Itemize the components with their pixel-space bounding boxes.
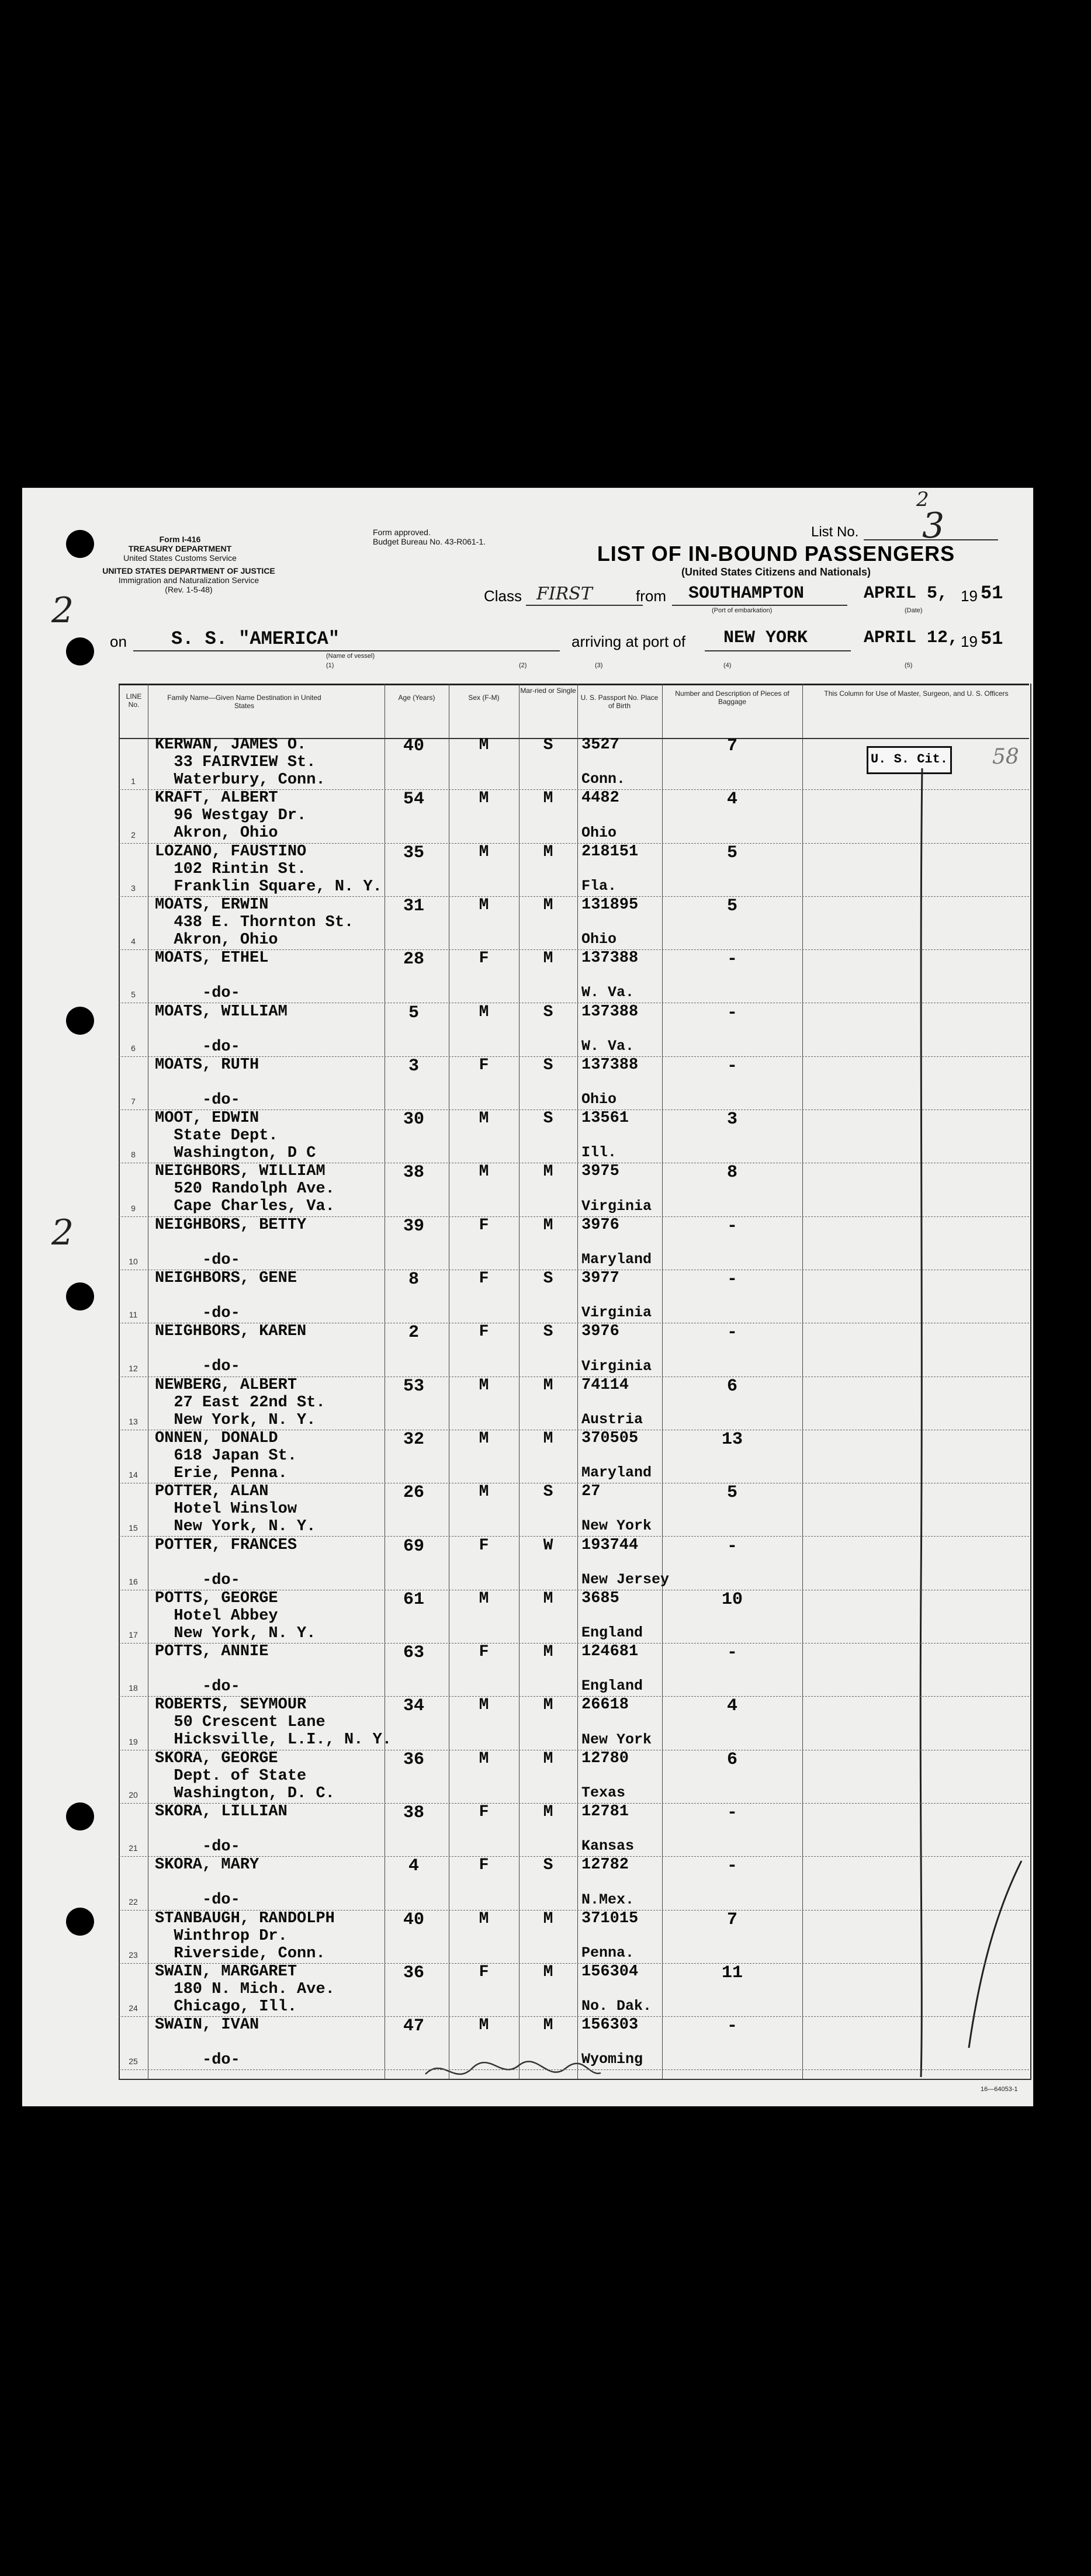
baggage-count: - bbox=[726, 1536, 737, 1556]
passenger-age: 38 bbox=[403, 1803, 424, 1823]
baggage-count: - bbox=[726, 2016, 737, 2037]
baggage-count: - bbox=[726, 1323, 737, 1343]
baggage-count: 3 bbox=[726, 1110, 737, 1130]
embark-year-prefix: 19 bbox=[961, 587, 978, 605]
passenger-name: KRAFT, ALBERT 96 Westgay Dr. Akron, Ohio bbox=[155, 789, 307, 843]
passenger-name: LOZANO, FAUSTINO 102 Rintin St. Franklin Square, N. Y. bbox=[155, 843, 382, 896]
embark-label: (Port of embarkation) bbox=[712, 607, 773, 614]
baggage-count: - bbox=[726, 949, 737, 970]
passenger-marital: M bbox=[543, 843, 553, 861]
passport-number: 3685 bbox=[581, 1589, 619, 1607]
vessel-label: (Name of vessel) bbox=[326, 653, 375, 660]
table-row bbox=[119, 1430, 1029, 1483]
embark-year: 51 bbox=[981, 583, 1003, 604]
passenger-age: 4 bbox=[408, 1856, 419, 1877]
place-of-birth: Conn. bbox=[581, 771, 626, 788]
line-number: 11 bbox=[129, 1310, 138, 1320]
baggage-count: 10 bbox=[721, 1589, 743, 1610]
line-number: 21 bbox=[129, 1843, 138, 1853]
passport-number: 131895 bbox=[581, 896, 639, 914]
on-label: on bbox=[110, 633, 127, 650]
passport-number: 4482 bbox=[581, 789, 619, 807]
baggage-count: - bbox=[726, 1856, 737, 1877]
passenger-age: 39 bbox=[403, 1216, 424, 1236]
passenger-name: STANBAUGH, RANDOLPH Winthrop Dr. Riverside, Conn. bbox=[155, 1909, 335, 1963]
table-row bbox=[119, 1643, 1029, 1697]
passport-number: 12782 bbox=[581, 1856, 629, 1874]
budget-bureau: Budget Bureau No. 43-R061-1. bbox=[373, 537, 486, 547]
table-row bbox=[119, 1056, 1029, 1110]
table-row bbox=[119, 1856, 1029, 1910]
line-number: 7 bbox=[131, 1097, 136, 1107]
table-row bbox=[119, 1803, 1029, 1857]
arrival-year-prefix: 19 bbox=[961, 633, 978, 650]
passenger-name: MOATS, RUTH -do- bbox=[155, 1056, 259, 1109]
table-row bbox=[119, 2016, 1029, 2070]
passenger-marital: W bbox=[543, 1536, 553, 1555]
table-row bbox=[119, 1003, 1029, 1057]
passport-number: 137388 bbox=[581, 949, 639, 968]
baggage-count: 11 bbox=[721, 1963, 743, 1983]
from-label: from bbox=[636, 587, 666, 605]
arrival-year: 51 bbox=[981, 628, 1003, 650]
ins-service: Immigration and Naturalization Service bbox=[118, 575, 259, 585]
place-of-birth: Wyoming bbox=[581, 2051, 643, 2068]
baggage-count: 4 bbox=[726, 1696, 737, 1717]
passenger-sex: M bbox=[479, 1003, 489, 1021]
place-of-birth: Virginia bbox=[581, 1357, 652, 1375]
passenger-sex: F bbox=[479, 1856, 489, 1875]
passenger-sex: F bbox=[479, 1323, 489, 1341]
table-row bbox=[119, 1696, 1029, 1750]
passenger-marital: S bbox=[543, 1056, 553, 1074]
table-row bbox=[119, 1590, 1029, 1644]
table-row bbox=[119, 843, 1029, 897]
passenger-name: MOOT, EDWIN State Dept. Washington, D C bbox=[155, 1110, 316, 1163]
margin-mark: 2 bbox=[51, 590, 74, 631]
table-row bbox=[119, 1216, 1029, 1270]
embark-date: APRIL 5, bbox=[864, 584, 948, 604]
header-officers: This Column for Use of Master, Surgeon, and U. S. Officers bbox=[824, 689, 1009, 698]
passenger-age: 38 bbox=[403, 1163, 424, 1183]
passenger-age: 32 bbox=[403, 1429, 424, 1450]
passport-number: 12781 bbox=[581, 1803, 629, 1821]
passport-number: 3976 bbox=[581, 1216, 619, 1234]
place-of-birth: New York bbox=[581, 1517, 652, 1535]
form-approved: Form approved. bbox=[373, 528, 431, 537]
passport-number: 3977 bbox=[581, 1270, 619, 1287]
passenger-sex: F bbox=[479, 1216, 489, 1235]
baggage-count: - bbox=[726, 1056, 737, 1076]
passenger-marital: M bbox=[543, 789, 553, 808]
passenger-marital: M bbox=[543, 1643, 553, 1662]
passenger-marital: M bbox=[543, 2016, 553, 2035]
passport-number: 137388 bbox=[581, 1056, 639, 1074]
page-title: LIST OF IN-BOUND PASSENGERS bbox=[597, 542, 955, 566]
place-of-birth: Ohio bbox=[581, 824, 617, 841]
passenger-name: POTTER, ALAN Hotel Winslow New York, N. Y. bbox=[155, 1483, 316, 1536]
passenger-name: MOATS, WILLIAM -do- bbox=[155, 1003, 288, 1056]
place-of-birth: Ohio bbox=[581, 931, 617, 948]
passenger-sex: M bbox=[479, 1483, 489, 1502]
line-number: 6 bbox=[131, 1043, 136, 1053]
passenger-name: NEIGHBORS, WILLIAM 520 Randolph Ave. Cape Charles, Va. bbox=[155, 1163, 335, 1216]
passenger-table bbox=[22, 488, 1033, 2106]
list-no-value: 3 bbox=[922, 505, 945, 546]
line-number: 12 bbox=[129, 1363, 138, 1373]
col-num-1: (1) bbox=[326, 662, 334, 669]
date-label: (Date) bbox=[905, 607, 923, 614]
line-number: 23 bbox=[129, 1950, 138, 1960]
class-value: FIRST bbox=[536, 584, 593, 604]
line-number: 2 bbox=[131, 830, 136, 840]
table-row bbox=[119, 789, 1029, 843]
passenger-sex: M bbox=[479, 843, 489, 861]
place-of-birth: W. Va. bbox=[581, 1037, 635, 1055]
passport-number: 3975 bbox=[581, 1163, 619, 1181]
place-of-birth: Fla. bbox=[581, 877, 617, 895]
passenger-age: 53 bbox=[403, 1376, 424, 1396]
line-number: 22 bbox=[129, 1897, 138, 1906]
passenger-sex: M bbox=[479, 1163, 489, 1181]
passport-number: 371015 bbox=[581, 1909, 639, 1927]
passenger-age: 36 bbox=[403, 1963, 424, 1983]
list-no-small: 2 bbox=[916, 488, 929, 511]
passenger-sex: M bbox=[479, 1749, 489, 1768]
passenger-sex: F bbox=[479, 1536, 489, 1555]
table-row bbox=[119, 896, 1029, 950]
justice-dept: UNITED STATES DEPARTMENT OF JUSTICE bbox=[102, 566, 275, 575]
table-row bbox=[119, 1323, 1029, 1377]
passenger-sex: M bbox=[479, 1589, 489, 1608]
baggage-count: - bbox=[726, 1803, 737, 1823]
passenger-marital: M bbox=[543, 1376, 553, 1395]
baggage-count: 8 bbox=[726, 1163, 737, 1183]
table-row bbox=[119, 1750, 1029, 1804]
table-row bbox=[119, 1910, 1029, 1964]
line-number: 20 bbox=[129, 1790, 138, 1800]
passenger-age: 34 bbox=[403, 1696, 424, 1717]
passenger-sex: M bbox=[479, 736, 489, 754]
passport-number: 193744 bbox=[581, 1536, 639, 1554]
place-of-birth: Ill. bbox=[581, 1144, 617, 1162]
place-of-birth: Austria bbox=[581, 1410, 643, 1428]
line-number: 14 bbox=[129, 1470, 138, 1480]
passenger-marital: M bbox=[543, 896, 553, 914]
passenger-marital: S bbox=[543, 1323, 553, 1341]
stamp-note: 58 bbox=[992, 745, 1019, 769]
passenger-age: 36 bbox=[403, 1749, 424, 1770]
passenger-age: 40 bbox=[403, 1909, 424, 1930]
baggage-count: 5 bbox=[726, 843, 737, 863]
passport-number: 124681 bbox=[581, 1643, 639, 1661]
baggage-count: - bbox=[726, 1216, 737, 1236]
place-of-birth: New York bbox=[581, 1731, 652, 1748]
baggage-count: 5 bbox=[726, 896, 737, 916]
passenger-age: 61 bbox=[403, 1589, 424, 1610]
customs-service: United States Customs Service bbox=[123, 553, 237, 563]
margin-mark: 2 bbox=[51, 1212, 74, 1253]
passenger-age: 40 bbox=[403, 736, 424, 756]
passport-number: 3976 bbox=[581, 1323, 619, 1341]
baggage-count: 4 bbox=[726, 789, 737, 810]
passenger-marital: S bbox=[543, 736, 553, 754]
place-of-birth: Penna. bbox=[581, 1944, 635, 1961]
passport-number: 218151 bbox=[581, 843, 639, 861]
place-of-birth: New Jersey bbox=[581, 1570, 670, 1588]
arriving-label: arriving at port of bbox=[572, 633, 686, 650]
line-number: 19 bbox=[129, 1736, 138, 1746]
class-label: Class bbox=[484, 587, 522, 605]
passenger-name: KERWAN, JAMES O. 33 FAIRVIEW St. Waterbury, Conn. bbox=[155, 736, 325, 789]
baggage-count: - bbox=[726, 1003, 737, 1023]
place-of-birth: Ohio bbox=[581, 1091, 617, 1108]
table-row bbox=[119, 736, 1029, 790]
passenger-sex: M bbox=[479, 1376, 489, 1395]
passport-number: 156303 bbox=[581, 2016, 639, 2034]
place-of-birth: England bbox=[581, 1677, 643, 1695]
baggage-count: 6 bbox=[726, 1749, 737, 1770]
header-passport: U. S. Passport No. Place of Birth bbox=[580, 694, 659, 710]
passenger-age: 31 bbox=[403, 896, 424, 916]
place-of-birth: Texas bbox=[581, 1784, 626, 1801]
baggage-count: 6 bbox=[726, 1376, 737, 1396]
line-number: 8 bbox=[131, 1150, 136, 1160]
arrival-date: APRIL 12, bbox=[864, 628, 959, 648]
passenger-marital: S bbox=[543, 1003, 553, 1021]
passenger-age: 28 bbox=[403, 949, 424, 970]
line-number: 1 bbox=[131, 776, 136, 786]
from-value: SOUTHAMPTON bbox=[688, 584, 805, 604]
passenger-age: 47 bbox=[403, 2016, 424, 2037]
place-of-birth: Virginia bbox=[581, 1304, 652, 1322]
passenger-name: MOATS, ERWIN 438 E. Thornton St. Akron, Ohio bbox=[155, 896, 354, 949]
passenger-age: 35 bbox=[403, 843, 424, 863]
passenger-name: SKORA, LILLIAN -do- bbox=[155, 1803, 288, 1856]
passport-number: 3527 bbox=[581, 736, 619, 754]
passenger-marital: M bbox=[543, 1163, 553, 1181]
passenger-marital: S bbox=[543, 1483, 553, 1502]
line-number: 18 bbox=[129, 1683, 138, 1693]
passenger-sex: M bbox=[479, 2016, 489, 2035]
passenger-name: POTTS, ANNIE -do- bbox=[155, 1643, 269, 1696]
passenger-name: SWAIN, IVAN -do- bbox=[155, 2016, 259, 2069]
line-number: 13 bbox=[129, 1416, 138, 1426]
passenger-age: 5 bbox=[408, 1003, 419, 1023]
baggage-count: - bbox=[726, 1270, 737, 1289]
table-row bbox=[119, 1110, 1029, 1163]
passenger-sex: F bbox=[479, 1643, 489, 1662]
form-number: Form I-416 bbox=[159, 535, 201, 544]
passenger-marital: M bbox=[543, 1429, 553, 1448]
baggage-count: 13 bbox=[721, 1429, 743, 1450]
table-row bbox=[119, 1377, 1029, 1430]
passenger-sex: F bbox=[479, 1803, 489, 1821]
line-number: 3 bbox=[131, 883, 136, 893]
col-num-2: (2) bbox=[519, 662, 527, 669]
line-number: 10 bbox=[129, 1256, 138, 1266]
passport-number: 12780 bbox=[581, 1749, 629, 1767]
passenger-name: MOATS, ETHEL -do- bbox=[155, 949, 269, 1003]
passenger-name: POTTER, FRANCES -do- bbox=[155, 1536, 297, 1589]
passenger-sex: F bbox=[479, 949, 489, 968]
passenger-marital: M bbox=[543, 1963, 553, 1981]
passenger-name: ROBERTS, SEYMOUR 50 Crescent Lane Hicksville, L.I., N. Y. bbox=[155, 1696, 392, 1749]
passenger-marital: M bbox=[543, 1589, 553, 1608]
passport-number: 137388 bbox=[581, 1003, 639, 1021]
passenger-age: 69 bbox=[403, 1536, 424, 1556]
place-of-birth: Maryland bbox=[581, 1250, 652, 1268]
passport-number: 13561 bbox=[581, 1110, 629, 1128]
place-of-birth: Kansas bbox=[581, 1837, 635, 1855]
place-of-birth: W. Va. bbox=[581, 984, 635, 1001]
passenger-marital: M bbox=[543, 1216, 553, 1235]
line-number: 25 bbox=[129, 2057, 138, 2067]
place-of-birth: N.Mex. bbox=[581, 1891, 635, 1908]
passenger-name: ONNEN, DONALD 618 Japan St. Erie, Penna. bbox=[155, 1429, 297, 1482]
line-number: 24 bbox=[129, 2003, 138, 2013]
passport-number: 74114 bbox=[581, 1376, 629, 1394]
passenger-marital: S bbox=[543, 1856, 553, 1875]
line-number: 15 bbox=[129, 1523, 138, 1533]
col-num-5: (5) bbox=[905, 662, 913, 669]
passenger-sex: F bbox=[479, 1056, 489, 1074]
passenger-marital: M bbox=[543, 1696, 553, 1715]
line-number: 5 bbox=[131, 990, 136, 1000]
passenger-sex: F bbox=[479, 1270, 489, 1288]
passenger-age: 30 bbox=[403, 1110, 424, 1130]
page-subtitle: (United States Citizens and Nationals) bbox=[681, 566, 871, 578]
vessel-name: S. S. "AMERICA" bbox=[171, 628, 340, 650]
table-row bbox=[119, 1537, 1029, 1590]
passenger-marital: M bbox=[543, 949, 553, 968]
passenger-sex: M bbox=[479, 1110, 489, 1128]
table-row bbox=[119, 1163, 1029, 1216]
baggage-count: 5 bbox=[726, 1483, 737, 1503]
passenger-name: SKORA, MARY -do- bbox=[155, 1856, 259, 1909]
line-number: 9 bbox=[131, 1203, 136, 1213]
passenger-sex: M bbox=[479, 1909, 489, 1928]
place-of-birth: Maryland bbox=[581, 1464, 652, 1482]
passenger-marital: S bbox=[543, 1270, 553, 1288]
passport-number: 27 bbox=[581, 1483, 601, 1501]
citizen-stamp: U. S. Cit. bbox=[867, 746, 952, 774]
passenger-name: SKORA, GEORGE Dept. of State Washington, D. C. bbox=[155, 1749, 335, 1802]
header-name: Family Name—Given Name Destination in United States bbox=[167, 694, 321, 710]
passenger-age: 8 bbox=[408, 1270, 419, 1289]
line-number: 4 bbox=[131, 937, 136, 947]
passenger-name: NEIGHBORS, GENE -do- bbox=[155, 1270, 297, 1322]
header-baggage: Number and Description of Pieces of Baggage bbox=[675, 689, 789, 706]
passenger-name: NEWBERG, ALBERT 27 East 22nd St. New York, N. Y. bbox=[155, 1376, 325, 1429]
treasury-dept: TREASURY DEPARTMENT bbox=[128, 544, 232, 554]
list-no-label: List No. bbox=[811, 524, 859, 540]
passenger-marital: M bbox=[543, 1803, 553, 1821]
line-number: 17 bbox=[129, 1630, 138, 1640]
header-sex: Sex (F-M) bbox=[468, 694, 500, 702]
passenger-age: 26 bbox=[403, 1483, 424, 1503]
col-num-4: (4) bbox=[723, 662, 732, 669]
table-row bbox=[119, 1963, 1029, 2017]
table-row bbox=[119, 949, 1029, 1003]
table-row bbox=[119, 1483, 1029, 1537]
passenger-sex: M bbox=[479, 1696, 489, 1715]
passenger-marital: M bbox=[543, 1749, 553, 1768]
passenger-sex: M bbox=[479, 789, 489, 808]
passenger-name: NEIGHBORS, KAREN -do- bbox=[155, 1323, 307, 1376]
passenger-marital: S bbox=[543, 1110, 553, 1128]
passenger-age: 54 bbox=[403, 789, 424, 810]
table-row bbox=[119, 1270, 1029, 1323]
passenger-name: SWAIN, MARGARET 180 N. Mich. Ave. Chicago, Ill. bbox=[155, 1963, 335, 2016]
revision: (Rev. 1-5-48) bbox=[165, 585, 213, 595]
passenger-age: 3 bbox=[408, 1056, 419, 1076]
arrival-port: NEW YORK bbox=[723, 628, 808, 648]
baggage-count: - bbox=[726, 1643, 737, 1663]
passport-number: 370505 bbox=[581, 1429, 639, 1447]
baggage-count: 7 bbox=[726, 736, 737, 756]
passenger-age: 2 bbox=[408, 1323, 419, 1343]
header-line-no: LINE No. bbox=[126, 692, 142, 709]
passenger-marital: M bbox=[543, 1909, 553, 1928]
passenger-sex: M bbox=[479, 1429, 489, 1448]
header-age: Age (Years) bbox=[398, 694, 435, 702]
passenger-sex: M bbox=[479, 896, 489, 914]
passenger-sex: F bbox=[479, 1963, 489, 1981]
passenger-age: 63 bbox=[403, 1643, 424, 1663]
line-number: 16 bbox=[129, 1576, 138, 1586]
passport-number: 26618 bbox=[581, 1696, 629, 1714]
header-married: Mar-ried or Single bbox=[520, 687, 576, 695]
place-of-birth: Virginia bbox=[581, 1197, 652, 1215]
place-of-birth: England bbox=[581, 1624, 643, 1642]
passport-number: 156304 bbox=[581, 1963, 639, 1981]
passenger-name: NEIGHBORS, BETTY -do- bbox=[155, 1216, 307, 1269]
col-num-3: (3) bbox=[595, 662, 603, 669]
baggage-count: 7 bbox=[726, 1909, 737, 1930]
footer-code: 16—64053-1 bbox=[981, 2086, 1018, 2093]
passenger-name: POTTS, GEORGE Hotel Abbey New York, N. Y. bbox=[155, 1589, 316, 1642]
place-of-birth: No. Dak. bbox=[581, 1998, 652, 2015]
